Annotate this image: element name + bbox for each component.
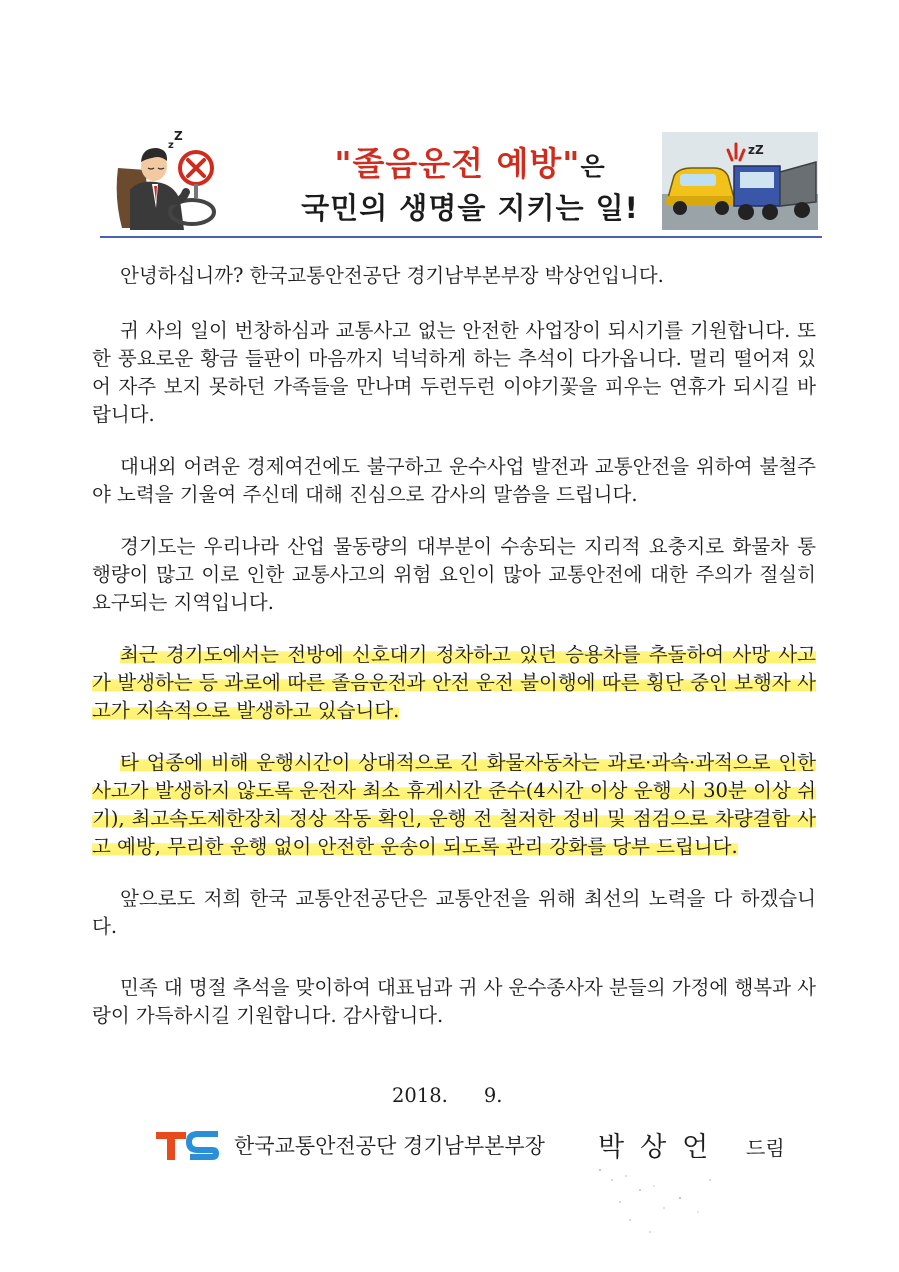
paragraph-5-wrapper	[92, 749, 816, 861]
paragraph-1-text: 귀 사의 일이 번창하심과 교통사고 없는 안전한 사업장이 되시기를 기원합니다. 또한 풍요로운 황금 들판이 마음까지 넉넉하게 하는 추석이 다가옵니다. 멀리 떨어져 있어 자주 보지 못하던 가족들을 만나며 두런두런 이야기꽃을 피우는 연휴가 되시길 바랍니다.	[92, 319, 816, 426]
svg-text:z: z	[168, 140, 174, 151]
paragraph-1	[92, 317, 816, 429]
paragraph-7-text: 민족 대 명절 추석을 맞이하여 대표님과 귀 사 운수종사자 분들의 가정에 행복과 사랑이 가득하시길 기원합니다. 감사합니다.	[92, 976, 817, 1027]
date-year: 2018.	[392, 1084, 448, 1107]
banner-title-suffix: 은	[580, 152, 606, 181]
paragraph-6-text: 앞으로도 저희 한국 교통안전공단은 교통안전을 위해 최선의 노력을 다 하겠습니다.	[92, 887, 816, 938]
banner-title-line1	[300, 138, 640, 185]
paragraph-2	[92, 453, 816, 509]
paragraph-7	[92, 974, 816, 1030]
date-month: 9.	[483, 1084, 503, 1107]
banner-divider	[100, 236, 822, 238]
greeting-text: 안녕하십니까? 한국교통안전공단 경기남부본부장 박상언입니다.	[120, 264, 664, 287]
ts-logo-icon	[156, 1128, 222, 1164]
greeting-paragraph	[92, 262, 816, 290]
paragraph-4-wrapper	[92, 641, 816, 725]
letter-date	[392, 1084, 552, 1107]
paragraph-4-text-highlighted: 최근 경기도에서는 전방에 신호대기 정차하고 있던 승용차를 추돌하여 사망 사고가 발생하는 등 과로에 따른 졸음운전과 안전 운전 불이행에 따른 횡단 중인 보행자 사고가 지속적으로 발생하고 있습니다.	[92, 643, 816, 722]
paragraph-2-text: 대내외 어려운 경제여건에도 불구하고 운수사업 발전과 교통안전을 위하여 불철주야 노력을 기울여 주신데 대해 진심으로 감사의 말씀을 드립니다.	[92, 455, 816, 506]
scan-specks	[560, 1150, 780, 1260]
signature-name: 박상언	[598, 1132, 725, 1163]
paragraph-5-text-highlighted: 타 업종에 비해 운행시간이 상대적으로 긴 화물자동차는 과로·과속·과적으로 인한 사고가 발생하지 않도록 운전자 최소 휴게시간 준수(4시간 이상 운행 시 30분 이상 쉬기), 최고속도제한장치 정상 작동 확인, 운행 전 철저한 정비 및 점검으로 차량결함 사고 예방, 무리한 운행 없이 안전한 운송이 되도록 관리 강화를 당부 드립니다.	[92, 751, 816, 858]
banner-title-quoted: "졸음운전 예방"	[334, 144, 581, 183]
svg-text:Z: Z	[174, 129, 183, 143]
paragraph-3	[92, 533, 816, 617]
signature-suffix: 드림	[746, 1136, 785, 1160]
signature-org: 한국교통안전공단 경기남부본부장	[234, 1134, 545, 1158]
paragraph-6	[92, 885, 816, 941]
letter-body	[92, 262, 816, 1030]
banner-title-line2: 국민의 생명을 지키는 일!	[301, 191, 639, 225]
svg-text:zZ: zZ	[748, 143, 764, 157]
paragraph-3-text: 경기도는 우리나라 산업 물동량의 대부분이 수송되는 지리적 요충지로 화물차 통행량이 많고 이로 인한 교통사고의 위험 요인이 많아 교통안전에 대한 주의가 절실히 요구되는 지역입니다.	[92, 535, 816, 614]
drowsy-driver-no-sign-icon	[108, 128, 220, 232]
paragraph-4	[92, 641, 816, 725]
paragraph-5	[92, 749, 816, 861]
header-banner	[100, 118, 822, 236]
truck-crash-icon	[662, 132, 818, 230]
